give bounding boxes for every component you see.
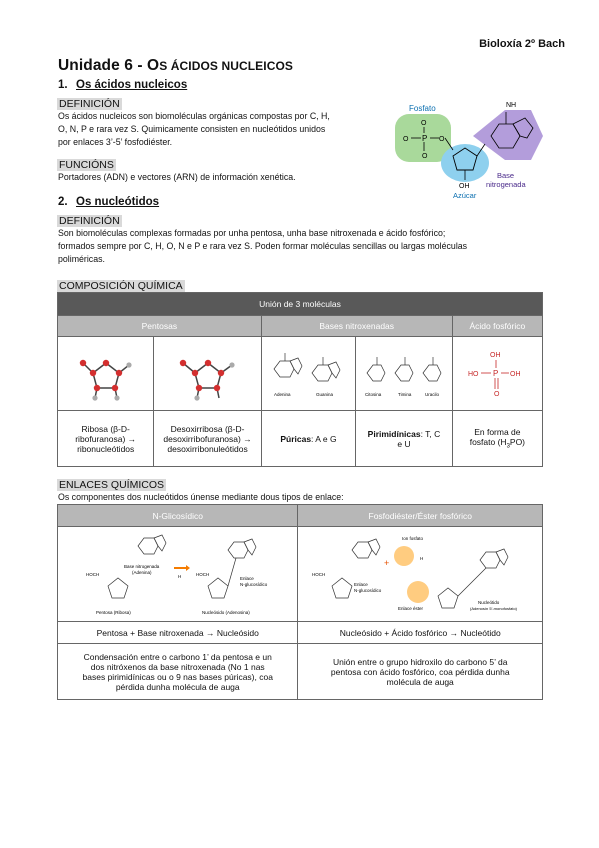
purines-molecules (266, 343, 350, 405)
base-nitro-label: Base nitrogenada (123, 564, 160, 569)
s1-fun-label: FUNCIÓNS (59, 159, 114, 171)
nucleosido-label: Nucleósido (Adenosina) (201, 610, 250, 615)
pyrimidines-molecules (361, 343, 447, 405)
h2o-label: H (177, 574, 181, 579)
section2-num: 2. (58, 196, 68, 208)
s2-def-line: formados sempre por C, H, O, N e P e rara vez S. Poden formar moléculas sencillas ou largas moléculas (58, 241, 468, 251)
adenina-label: Adenina (274, 391, 291, 397)
desc-right-line: Unión entre o grupo hidroxilo do carbono 5’ da (332, 656, 508, 667)
s1-def-line: O, N, P e rara vez S. Quimicamente consisten en nucleótidos unidos (58, 124, 326, 134)
s1-def-line: Os ácidos nucleicos son biomoléculas orgánicas compostas por C, H, (58, 111, 330, 121)
adenina-paren: (Adenina) (131, 570, 152, 575)
fosfato-label: Fosfato (409, 104, 436, 113)
col-fosfodiester: Fosfodiéster/Éster fosfórico (298, 505, 543, 527)
puricas-desc (261, 411, 356, 467)
svg-text:+: + (384, 558, 390, 568)
desoxi-line: desoxirribonuleótidos (167, 443, 248, 454)
ribosa-line: ribonucleótidos (77, 443, 135, 454)
s1-def-text (58, 110, 388, 149)
pyrimidines-structure (356, 337, 453, 411)
svg-text:OH: OH (490, 351, 501, 359)
ribose-structure (58, 337, 154, 411)
o-atom: O (421, 120, 427, 127)
n-glucosidico-label-2: N-glucosídico (354, 588, 382, 593)
page-title (58, 57, 293, 75)
uracilo-label: Uracilo (424, 391, 439, 397)
timina-label: Timina (397, 391, 412, 397)
ion-fosfato-highlight (394, 546, 414, 566)
desc-left (58, 644, 298, 700)
title-prefix: Unidade 6 - O (58, 57, 160, 74)
section1-num: 1. (58, 79, 68, 91)
enlaces-table (57, 504, 543, 700)
col-n-glicosidico: N-Glicosídico (58, 505, 298, 527)
enlaces-label: ENLACES QUÍMICOS (59, 479, 165, 491)
desoxi-line: Desoxirribosa (β-D- (170, 423, 245, 434)
ribosa-desc (58, 411, 154, 467)
fosfato-line: PO) (509, 437, 526, 448)
citosina-label: Citosina (364, 391, 382, 397)
s2-def-label: DEFINICIÓN (59, 215, 120, 227)
ribosa-line: Ribosa (β-D- (81, 423, 130, 434)
fosfato-line: En forma de (474, 427, 521, 438)
enlace-label-2: Enlace (354, 582, 368, 587)
desc-left-line: dos nitróxenos da base nitroxenada (No 1 nas (90, 661, 265, 672)
p-atom: P (422, 134, 428, 143)
section2-title: Os nucleótidos (76, 196, 160, 208)
azucar-label: Azúcar (453, 191, 477, 200)
fosfodiester-reaction (310, 530, 530, 618)
col-bases: Bases nitroxenadas (261, 316, 452, 337)
nh2-label: NH (506, 102, 517, 109)
n-glucosidico-label: N-glucosídico (239, 582, 267, 587)
phosphate-bound-highlight (407, 581, 429, 603)
col-fosforico: Ácido fosfórico (452, 316, 542, 337)
section2-heading (58, 196, 159, 208)
phosphoric-molecule (462, 343, 532, 405)
enlaces-intro: Os componentes dos nucleótidos únense mediante dous tipos de enlace: (58, 492, 344, 502)
desc-left-line: Condensación entre o carbono 1’ da pentosa e un (83, 651, 272, 662)
o-atom: O (403, 136, 409, 143)
s1-def-line: por enlaces 3’-5’ fosfodiéster. (58, 137, 173, 147)
svg-text:O: O (494, 390, 500, 398)
composicion-table (57, 292, 543, 467)
composicion-label: COMPOSICIÓN QUÍMICA (59, 280, 183, 292)
ribose-molecule (71, 343, 141, 405)
eq-right: Nucleósido + Ácido fosfórico → Nucleótido (298, 622, 543, 644)
fosfato-line: fosfato (H (469, 437, 507, 448)
s1-def-label: DEFINICIÓN (59, 98, 120, 110)
desc-left-line: bases pirimidínicas ou o 9 nas bases púricas), coa (82, 671, 273, 682)
hoch2-label-3: HOCH (312, 572, 326, 577)
nucleotido-paren: (Adenosín 5'-monofosfato) (470, 606, 518, 611)
hoch2-label-2: HOCH (195, 572, 209, 577)
desc-left-line: pérdida dunha molécula de auga (115, 681, 240, 692)
fosfato-sub: 3 (506, 443, 510, 450)
svg-text:P: P (493, 368, 499, 378)
s2-def-text (58, 227, 548, 266)
o-atom: O (422, 153, 428, 160)
desc-right-line: pentosa con ácido fosfórico, coa pérdida dunha (330, 666, 510, 677)
oh-label: OH (459, 183, 470, 190)
pirimidinicas-text: : T, C (420, 428, 441, 439)
base-label: Base (497, 171, 515, 180)
desc-right (298, 644, 543, 700)
enlace-label: Enlace (239, 576, 254, 581)
ribosa-line: ribofuranosa) → (75, 433, 137, 444)
section1-title: Os ácidos nucleicos (76, 79, 188, 91)
s1-fun-text: Portadores (ADN) e vectores (ARN) de información xenética. (58, 172, 296, 182)
phosphoric-structure (452, 337, 542, 411)
course-header: Bioloxía 2º Bach (479, 38, 565, 50)
eq-left: Pentosa + Base nitroxenada → Nucleósido (58, 622, 298, 644)
svg-text:HO: HO (468, 370, 479, 378)
deoxyribose-molecule (168, 343, 248, 405)
fosfodiester-figure (298, 527, 543, 622)
o-atom: O (439, 136, 445, 143)
n-glicosidico-figure (58, 527, 298, 622)
n-glicosidic-reaction (78, 530, 278, 618)
section1-heading (58, 79, 187, 91)
ion-fosfato-label: Ion fosfato (402, 536, 424, 541)
s2-def-line: Son biomoléculas complexas formadas por unha pentosa, unha base nitroxenada e ácido fosfórico; (58, 228, 446, 238)
pentosa-label: Pentosa (Ribosa) (95, 610, 131, 615)
h2o-label-2: H (420, 556, 424, 561)
pirimidinicas-bold: Pirimidínicas (367, 428, 421, 439)
svg-text:OH: OH (510, 370, 521, 378)
s2-def-line: poliméricas. (58, 254, 105, 264)
desc-right-line: molécula de auga (386, 676, 454, 687)
guanina-label: Guanina (316, 391, 334, 397)
nucleotide-diagram (393, 98, 543, 200)
col-pentosas: Pentosas (58, 316, 262, 337)
deoxyribose-structure (154, 337, 261, 411)
puricas-bold: Púricas (280, 433, 312, 444)
pirimidinicas-desc (356, 411, 453, 467)
nucleotido-label: Nucleótido (478, 600, 500, 605)
purines-structure (261, 337, 356, 411)
composicion-top-header: Unión de 3 moléculas (58, 293, 543, 316)
puricas-text: : A e G (311, 433, 337, 444)
pirimidinicas-text2: e U (397, 438, 411, 449)
hoch2-label: HOCH (85, 572, 99, 577)
desoxi-desc (154, 411, 261, 467)
title-rest: S ÁCIDOS NUCLEICOS (159, 59, 294, 73)
desoxi-line: desoxirribofuranosa) → (163, 433, 252, 444)
fosfato-desc (452, 411, 542, 467)
enlace-ester-label: Enlace éster (398, 606, 424, 611)
nitrogenada-label: nitrogenada (486, 180, 526, 189)
